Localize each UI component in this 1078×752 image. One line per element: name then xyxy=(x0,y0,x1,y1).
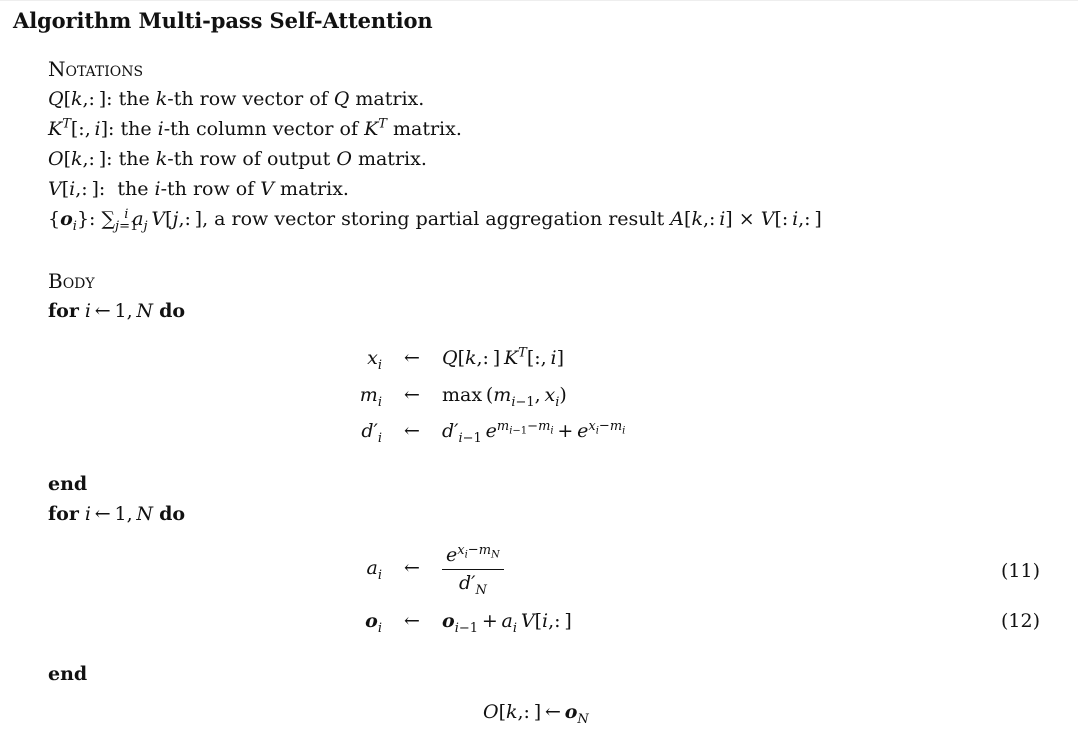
notation-oi: $\{o_i\}$: $\sum_{j=1}^i$ $a_j$ V[j,: ], a row vector storing partial aggregation result A[k,: i] × V[: i,: ] xyxy=(48,206,822,234)
eq-x: $x_i$ ← Q[k,: ] $K^T$[:, i] xyxy=(367,345,564,373)
for-loop-1: for i ← 1, N do xyxy=(48,300,186,322)
for-keyword: for xyxy=(48,503,79,525)
loop-1-end xyxy=(48,469,185,529)
eq-o: $o_i$ ← $o_{i-1} + a_i$ V[i,: ] xyxy=(365,610,572,636)
eq-a: $a_i$ ← $\frac{e^{x_i-m_N}}{d'_N}$ xyxy=(342,544,504,594)
eq-output: O[k,: ] ← $o_N$ xyxy=(483,701,589,727)
algorithm-title: Algorithm Multi-pass Self-Attention xyxy=(13,8,433,33)
notation-q: Q[k,: ]: the k-th row vector of Q matrix. xyxy=(48,88,425,110)
eq-d: $d'_i$ ← $d'_{i-1}$ $e^{m_{i-1}-m_i} + e^{x_i-m_i}$ xyxy=(361,418,626,446)
body-heading: Body xyxy=(48,269,95,293)
for-keyword: for xyxy=(48,300,79,322)
do-keyword: do xyxy=(159,503,186,525)
softmax-fraction: $\frac{e^{x_i-m_N}}{d'_N}$ xyxy=(442,544,504,594)
body-block xyxy=(48,266,185,326)
notations-heading: Notations xyxy=(48,57,144,81)
do-keyword: do xyxy=(159,300,186,322)
notation-v: V[i,: ]: the i-th row of V matrix. xyxy=(48,178,349,200)
for-loop-2: for i ← 1, N do xyxy=(48,503,186,525)
eq-m: $m_i$ ← $\max (m_{i-1}$, $x_i$) xyxy=(359,384,567,410)
notations-block xyxy=(48,54,822,234)
notation-o: O[k,: ]: the k-th row of output O matrix. xyxy=(48,148,427,170)
equation-number-11: (11) xyxy=(1000,560,1040,582)
notation-kt: $K^T$[:, i]: the i-th column vector of $K^T$ matrix. xyxy=(48,116,462,140)
equation-number-12: (12) xyxy=(1000,610,1040,632)
loop-2-end xyxy=(48,659,87,689)
top-rule xyxy=(0,0,1078,1)
end-keyword: end xyxy=(48,473,88,495)
end-keyword: end xyxy=(48,663,88,685)
